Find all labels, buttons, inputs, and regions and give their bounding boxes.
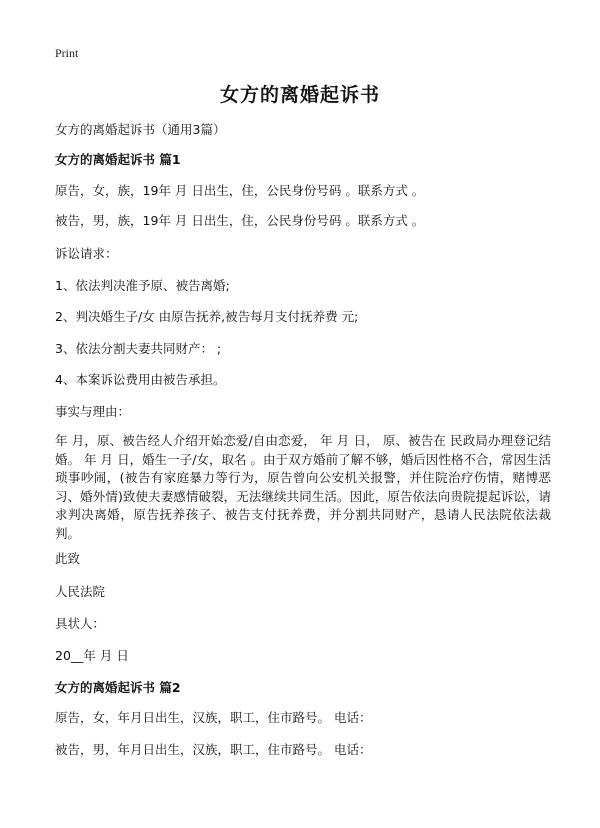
claims-label: 诉讼请求： (55, 246, 118, 261)
facts-label: 事实与理由： (55, 404, 131, 419)
section-1-heading: 女方的离婚起诉书 篇1 (55, 152, 181, 167)
document-title: 女方的离婚起诉书 (219, 84, 380, 106)
court-name: 人民法院 (55, 584, 106, 599)
signer-label: 具状人： (55, 616, 106, 631)
plaintiff-info-2: 原告，女，年月日出生，汉族，职工，住市路号。 电话： (55, 710, 372, 725)
section-2-heading: 女方的离婚起诉书 篇2 (55, 680, 181, 695)
defendant-info: 被告，男，族，19年 月 日出生，住，公民身份号码 。联系方式 。 (55, 213, 425, 228)
closing-text: 此致 (55, 551, 81, 566)
claim-item-4: 4、本案诉讼费用由被告承担。 (55, 372, 226, 387)
claim-item-2: 2、判决婚生子/女 由原告抚养,被告每月支付抚养费 元; (55, 309, 359, 324)
claim-item-3: 3、依法分割夫妻共同财产： ; (55, 341, 222, 356)
print-link[interactable]: Print (55, 46, 79, 60)
claim-item-1: 1、依法判决准予原、被告离婚; (55, 278, 230, 293)
facts-paragraph: 年 月，原、被告经人介绍开始恋爱/自由恋爱， 年 月 日， 原、被告在 民政局办理登记结婚。 年 月 日，婚生一子/女，取名 。由于双方婚前了解不够，婚后因性格不合，常因生活琐事吵闹，(被告有家庭暴力等行为，原告曾向公安机关报警，并住院治疗伤情，赌博恶习、婚外情)致使夫妻感情破裂，无法继续共同生活。因此，原告依法向贵院提起诉讼，请求判决离婚，原告抚养孩子、被告支付抚养费，并分割共同财产，恳请人民法院依法裁判。 (55, 433, 551, 541)
date-line: 20__年 月 日 (55, 648, 129, 663)
document-subtitle: 女方的离婚起诉书（通用3篇） (55, 122, 226, 137)
defendant-info-2: 被告，男，年月日出生，汉族，职工，住市路号。 电话： (55, 742, 372, 757)
plaintiff-info: 原告，女，族，19年 月 日出生，住，公民身份号码 。联系方式 。 (55, 183, 425, 198)
